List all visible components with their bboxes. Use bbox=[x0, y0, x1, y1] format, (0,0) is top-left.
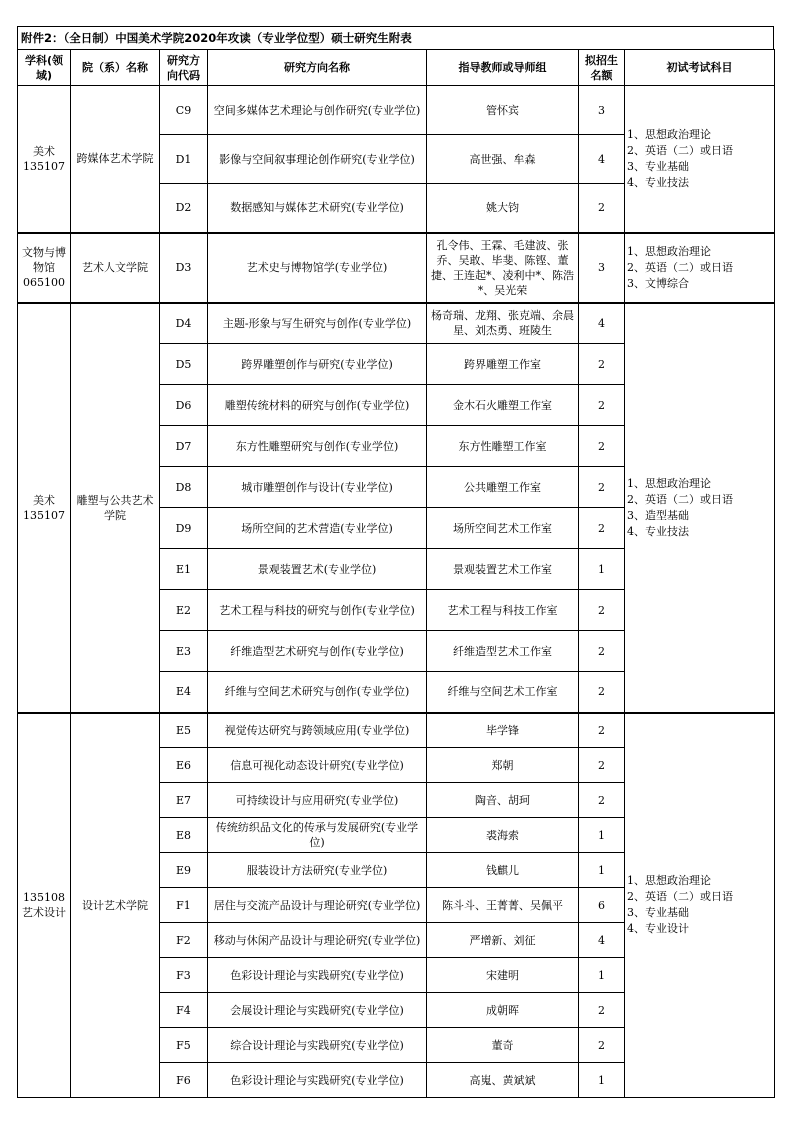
subject-cell: 文物与博物馆 065100 bbox=[18, 233, 71, 303]
direction-cell: 色彩设计理论与实践研究(专业学位) bbox=[208, 958, 427, 993]
table-row bbox=[18, 233, 775, 303]
code-cell: E8 bbox=[160, 818, 208, 853]
code-cell: F1 bbox=[160, 888, 208, 923]
advisor-cell: 杨奇瑞、龙翔、张克端、余晨星、刘杰勇、班陵生 bbox=[427, 303, 579, 344]
quota-cell: 2 bbox=[579, 672, 625, 713]
code-cell: F5 bbox=[160, 1028, 208, 1063]
quota-cell: 2 bbox=[579, 426, 625, 467]
exam-subjects-cell: 1、思想政治理论 2、英语（二）或日语 3、专业基础 4、专业设计 bbox=[625, 713, 775, 1098]
direction-cell: 影像与空间叙事理论创作研究(专业学位) bbox=[208, 135, 427, 184]
direction-cell: 信息可视化动态设计研究(专业学位) bbox=[208, 748, 427, 783]
code-cell: D7 bbox=[160, 426, 208, 467]
quota-cell: 2 bbox=[579, 993, 625, 1028]
code-cell: D1 bbox=[160, 135, 208, 184]
direction-cell: 艺术史与博物馆学(专业学位) bbox=[208, 233, 427, 303]
direction-cell: 可持续设计与应用研究(专业学位) bbox=[208, 783, 427, 818]
table-body bbox=[18, 86, 775, 1098]
quota-cell: 1 bbox=[579, 958, 625, 993]
advisor-cell: 艺术工程与科技工作室 bbox=[427, 590, 579, 631]
direction-cell: 会展设计理论与实践研究(专业学位) bbox=[208, 993, 427, 1028]
advisor-cell: 高嵬、黄斌斌 bbox=[427, 1063, 579, 1098]
quota-cell: 2 bbox=[579, 508, 625, 549]
advisor-cell: 金木石火雕塑工作室 bbox=[427, 385, 579, 426]
code-cell: E4 bbox=[160, 672, 208, 713]
advisor-cell: 高世强、牟森 bbox=[427, 135, 579, 184]
advisor-cell: 场所空间艺术工作室 bbox=[427, 508, 579, 549]
quota-cell: 4 bbox=[579, 923, 625, 958]
document-sheet bbox=[17, 26, 774, 1098]
advisor-cell: 孔令伟、王霖、毛建波、张乔、吴敢、毕斐、陈铿、董捷、王连起*、凌利中*、陈浩*、吴光荣 bbox=[427, 233, 579, 303]
advisor-cell: 陈斗斗、王菁菁、吴佩平 bbox=[427, 888, 579, 923]
code-cell: D4 bbox=[160, 303, 208, 344]
subject-cell: 美术 135107 bbox=[18, 303, 71, 713]
direction-cell: 色彩设计理论与实践研究(专业学位) bbox=[208, 1063, 427, 1098]
direction-cell: 服装设计方法研究(专业学位) bbox=[208, 853, 427, 888]
subject-cell: 135108艺术设计 bbox=[18, 713, 71, 1098]
direction-cell: 场所空间的艺术营造(专业学位) bbox=[208, 508, 427, 549]
code-cell: F6 bbox=[160, 1063, 208, 1098]
code-cell: E9 bbox=[160, 853, 208, 888]
code-cell: E1 bbox=[160, 549, 208, 590]
code-cell: E3 bbox=[160, 631, 208, 672]
direction-cell: 传统纺织品文化的传承与发展研究(专业学位) bbox=[208, 818, 427, 853]
direction-cell: 雕塑传统材料的研究与创作(专业学位) bbox=[208, 385, 427, 426]
quota-cell: 1 bbox=[579, 853, 625, 888]
direction-cell: 东方性雕塑研究与创作(专业学位) bbox=[208, 426, 427, 467]
direction-cell: 纤维造型艺术研究与创作(专业学位) bbox=[208, 631, 427, 672]
quota-cell: 2 bbox=[579, 631, 625, 672]
advisor-cell: 陶音、胡珂 bbox=[427, 783, 579, 818]
direction-cell: 移动与休闲产品设计与理论研究(专业学位) bbox=[208, 923, 427, 958]
advisor-cell: 严增新、刘征 bbox=[427, 923, 579, 958]
table-row bbox=[18, 303, 775, 344]
code-cell: F4 bbox=[160, 993, 208, 1028]
admissions-table bbox=[17, 49, 775, 1098]
code-cell: D6 bbox=[160, 385, 208, 426]
dept-cell: 雕塑与公共艺术学院 bbox=[71, 303, 160, 713]
code-cell: F3 bbox=[160, 958, 208, 993]
quota-cell: 6 bbox=[579, 888, 625, 923]
dept-cell: 艺术人文学院 bbox=[71, 233, 160, 303]
advisor-cell: 公共雕塑工作室 bbox=[427, 467, 579, 508]
code-cell: F2 bbox=[160, 923, 208, 958]
advisor-cell: 跨界雕塑工作室 bbox=[427, 344, 579, 385]
header-dept: 院（系）名称 bbox=[71, 50, 160, 86]
quota-cell: 2 bbox=[579, 467, 625, 508]
direction-cell: 城市雕塑创作与设计(专业学位) bbox=[208, 467, 427, 508]
quota-cell: 1 bbox=[579, 1063, 625, 1098]
direction-cell: 数据感知与媒体艺术研究(专业学位) bbox=[208, 184, 427, 233]
advisor-cell: 姚大钧 bbox=[427, 184, 579, 233]
quota-cell: 2 bbox=[579, 748, 625, 783]
quota-cell: 2 bbox=[579, 184, 625, 233]
code-cell: D5 bbox=[160, 344, 208, 385]
table-row bbox=[18, 713, 775, 748]
header-subject: 学科(领域) bbox=[18, 50, 71, 86]
header-exam: 初试考试科目 bbox=[625, 50, 775, 86]
direction-cell: 视觉传达研究与跨领域应用(专业学位) bbox=[208, 713, 427, 748]
advisor-cell: 董奇 bbox=[427, 1028, 579, 1063]
code-cell: D8 bbox=[160, 467, 208, 508]
code-cell: E2 bbox=[160, 590, 208, 631]
header-quota: 拟招生名额 bbox=[579, 50, 625, 86]
quota-cell: 1 bbox=[579, 549, 625, 590]
header-advisor: 指导教师或导师组 bbox=[427, 50, 579, 86]
direction-cell: 居住与交流产品设计与理论研究(专业学位) bbox=[208, 888, 427, 923]
quota-cell: 2 bbox=[579, 344, 625, 385]
direction-cell: 艺术工程与科技的研究与创作(专业学位) bbox=[208, 590, 427, 631]
advisor-cell: 毕学锋 bbox=[427, 713, 579, 748]
quota-cell: 2 bbox=[579, 783, 625, 818]
direction-cell: 综合设计理论与实践研究(专业学位) bbox=[208, 1028, 427, 1063]
quota-cell: 1 bbox=[579, 818, 625, 853]
advisor-cell: 宋建明 bbox=[427, 958, 579, 993]
header-row bbox=[18, 50, 775, 86]
table-row bbox=[18, 86, 775, 135]
exam-subjects-cell: 1、思想政治理论 2、英语（二）或日语 3、专业基础 4、专业技法 bbox=[625, 86, 775, 233]
direction-cell: 主题-形象与写生研究与创作(专业学位) bbox=[208, 303, 427, 344]
quota-cell: 4 bbox=[579, 135, 625, 184]
code-cell: E5 bbox=[160, 713, 208, 748]
quota-cell: 3 bbox=[579, 233, 625, 303]
code-cell: D3 bbox=[160, 233, 208, 303]
advisor-cell: 郑朝 bbox=[427, 748, 579, 783]
advisor-cell: 钱麒儿 bbox=[427, 853, 579, 888]
direction-cell: 空间多媒体艺术理论与创作研究(专业学位) bbox=[208, 86, 427, 135]
document-title: 附件2：（全日制）中国美术学院2020年攻读（专业学位型）硕士研究生附表 bbox=[17, 26, 774, 49]
header-direction: 研究方向名称 bbox=[208, 50, 427, 86]
quota-cell: 2 bbox=[579, 713, 625, 748]
advisor-cell: 东方性雕塑工作室 bbox=[427, 426, 579, 467]
direction-cell: 跨界雕塑创作与研究(专业学位) bbox=[208, 344, 427, 385]
code-cell: D9 bbox=[160, 508, 208, 549]
dept-cell: 跨媒体艺术学院 bbox=[71, 86, 160, 233]
advisor-cell: 裘海索 bbox=[427, 818, 579, 853]
quota-cell: 2 bbox=[579, 385, 625, 426]
quota-cell: 4 bbox=[579, 303, 625, 344]
header-code: 研究方向代码 bbox=[160, 50, 208, 86]
dept-cell: 设计艺术学院 bbox=[71, 713, 160, 1098]
direction-cell: 纤维与空间艺术研究与创作(专业学位) bbox=[208, 672, 427, 713]
advisor-cell: 管怀宾 bbox=[427, 86, 579, 135]
exam-subjects-cell: 1、思想政治理论 2、英语（二）或日语 3、造型基础 4、专业技法 bbox=[625, 303, 775, 713]
code-cell: D2 bbox=[160, 184, 208, 233]
subject-cell: 美术 135107 bbox=[18, 86, 71, 233]
code-cell: E7 bbox=[160, 783, 208, 818]
code-cell: E6 bbox=[160, 748, 208, 783]
quota-cell: 2 bbox=[579, 1028, 625, 1063]
exam-subjects-cell: 1、思想政治理论 2、英语（二）或日语 3、文博综合 bbox=[625, 233, 775, 303]
advisor-cell: 景观装置艺术工作室 bbox=[427, 549, 579, 590]
code-cell: C9 bbox=[160, 86, 208, 135]
quota-cell: 2 bbox=[579, 590, 625, 631]
advisor-cell: 纤维造型艺术工作室 bbox=[427, 631, 579, 672]
direction-cell: 景观装置艺术(专业学位) bbox=[208, 549, 427, 590]
quota-cell: 3 bbox=[579, 86, 625, 135]
advisor-cell: 纤维与空间艺术工作室 bbox=[427, 672, 579, 713]
advisor-cell: 成朝晖 bbox=[427, 993, 579, 1028]
